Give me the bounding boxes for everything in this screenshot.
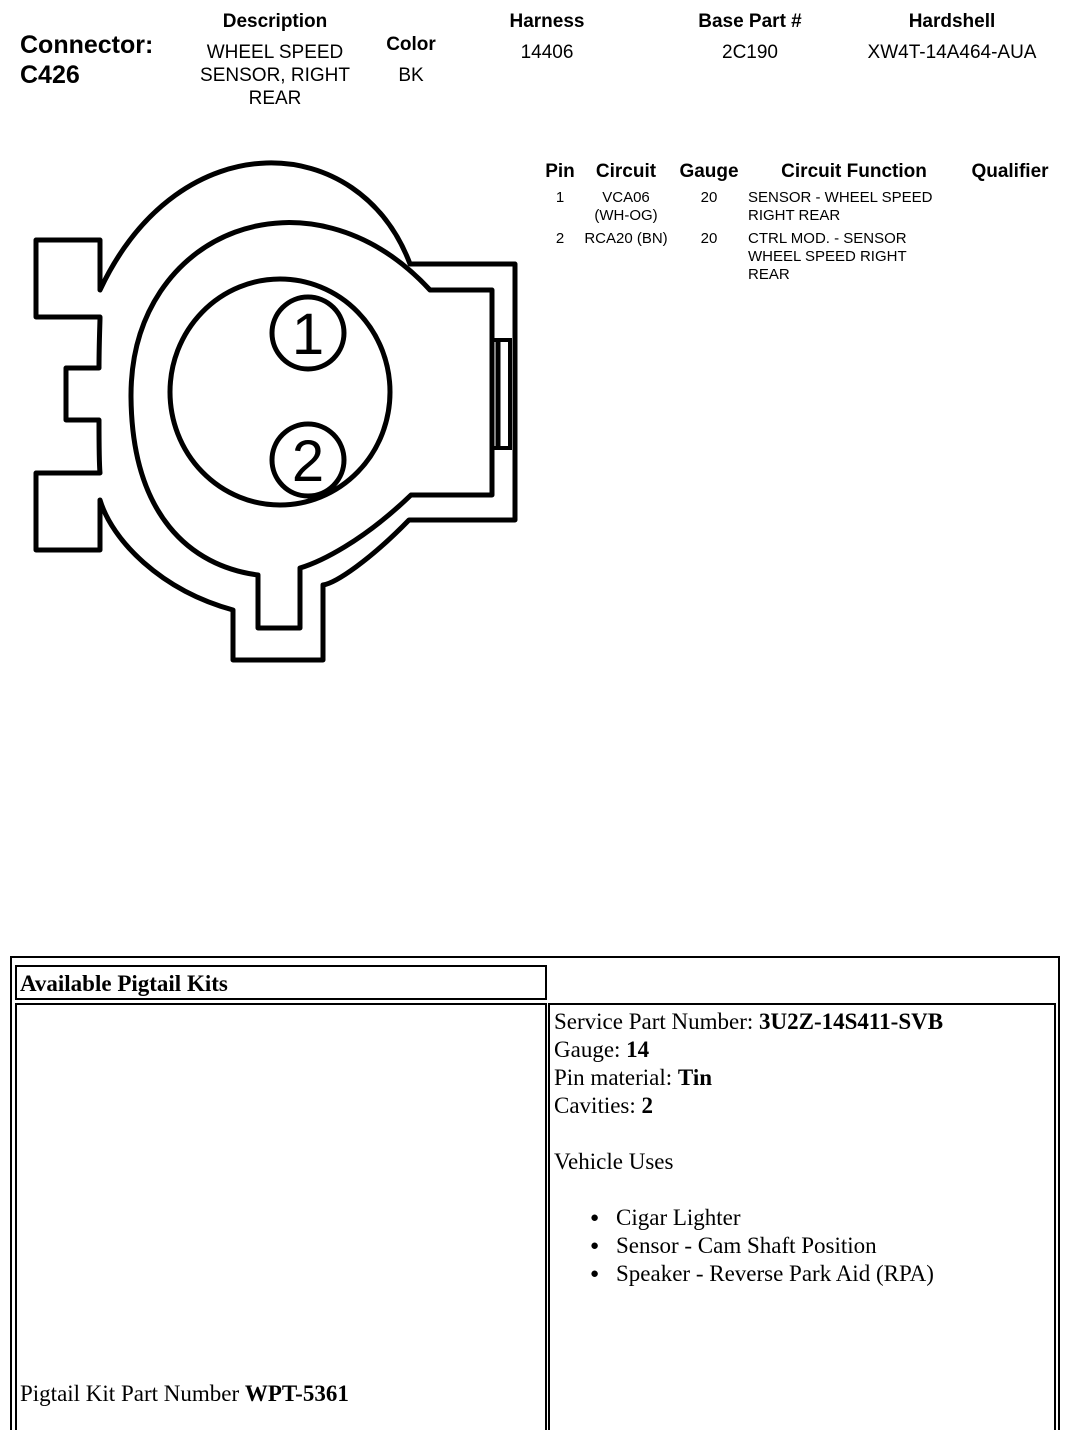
gauge-row [554, 1036, 943, 1064]
pigtail-title-cell [15, 965, 547, 1000]
function-line: REAR [748, 266, 790, 283]
hardshell-value: XW4T-14A464-AUA [867, 42, 1037, 63]
pin-1-label: 1 [291, 302, 325, 367]
description-line: WHEEL SPEED [206, 42, 344, 63]
service-part-value: 3U2Z-14S411-SVB [759, 1009, 944, 1034]
service-part-row [554, 1008, 943, 1036]
gauge-column-header: Gauge [679, 161, 739, 182]
table-cell-circuit [577, 189, 675, 225]
description-value [175, 41, 375, 110]
base-part-value: 2C190 [722, 42, 778, 63]
pin-material-row [554, 1064, 943, 1092]
connector-face-diagram [0, 160, 540, 680]
pigtail-details [554, 1008, 943, 1288]
pin-material-label: Pin material: [554, 1065, 673, 1090]
table-cell-circuit [577, 230, 675, 248]
table-cell-gauge: 20 [700, 189, 718, 206]
pigtail-details-cell [548, 1003, 1056, 1430]
harness-value: 14406 [520, 42, 574, 63]
cavities-value: 2 [641, 1093, 654, 1118]
vehicle-uses-list [554, 1204, 943, 1288]
pigtail-kit-label: Pigtail Kit Part Number [20, 1381, 240, 1406]
qualifier-column-header: Qualifier [971, 161, 1049, 182]
gauge-value: 14 [626, 1037, 650, 1062]
cavities-label: Cavities: [554, 1093, 636, 1118]
pigtail-kit-value: WPT-5361 [244, 1381, 349, 1406]
list-item: ● Speaker - Reverse Park Aid (RPA) [554, 1260, 943, 1288]
pin-material-value: Tin [677, 1065, 713, 1090]
circuit-line: (WH-OG) [594, 207, 658, 224]
description-line: SENSOR, RIGHT [200, 65, 350, 86]
pigtail-kit-part [20, 1381, 349, 1407]
connector-outer-housing [36, 163, 515, 660]
circuit-line: VCA06 [602, 189, 650, 206]
base-part-label: Base Part # [698, 11, 802, 32]
pin-column-header: Pin [545, 161, 575, 182]
table-cell-pin: 2 [555, 230, 565, 247]
table-cell-function [748, 189, 958, 225]
table-cell-gauge: 20 [700, 230, 718, 247]
hardshell-label: Hardshell [908, 11, 996, 32]
table-cell-function [748, 230, 958, 284]
function-column-header: Circuit Function [781, 161, 927, 182]
latch-bar [492, 340, 510, 448]
table-cell-pin: 1 [555, 189, 565, 206]
color-label: Color [386, 34, 436, 55]
description-label: Description [222, 11, 328, 32]
gauge-label: Gauge: [554, 1037, 621, 1062]
circuit-line: RCA20 (BN) [584, 230, 668, 247]
description-line: REAR [248, 88, 302, 109]
vehicle-uses-label: Vehicle Uses [554, 1149, 674, 1174]
connector-id: C426 [20, 61, 80, 89]
function-line: SENSOR - WHEEL SPEED [748, 189, 933, 206]
function-line: CTRL MOD. - SENSOR [748, 230, 907, 247]
pigtail-title: Available Pigtail Kits [20, 971, 228, 996]
connector-heading [20, 30, 153, 90]
function-line: RIGHT REAR [748, 207, 841, 224]
pin-2-label: 2 [291, 429, 325, 494]
harness-label: Harness [509, 11, 585, 32]
service-part-label: Service Part Number: [554, 1009, 754, 1034]
circuit-column-header: Circuit [595, 161, 657, 182]
function-line: WHEEL SPEED RIGHT [748, 248, 907, 265]
connector-label: Connector: [20, 31, 154, 59]
list-item: ● Cigar Lighter [554, 1204, 943, 1232]
color-value: BK [398, 65, 424, 86]
list-item: ● Sensor - Cam Shaft Position [554, 1232, 943, 1260]
cavities-row [554, 1092, 943, 1120]
pigtail-image-cell [15, 1003, 547, 1430]
